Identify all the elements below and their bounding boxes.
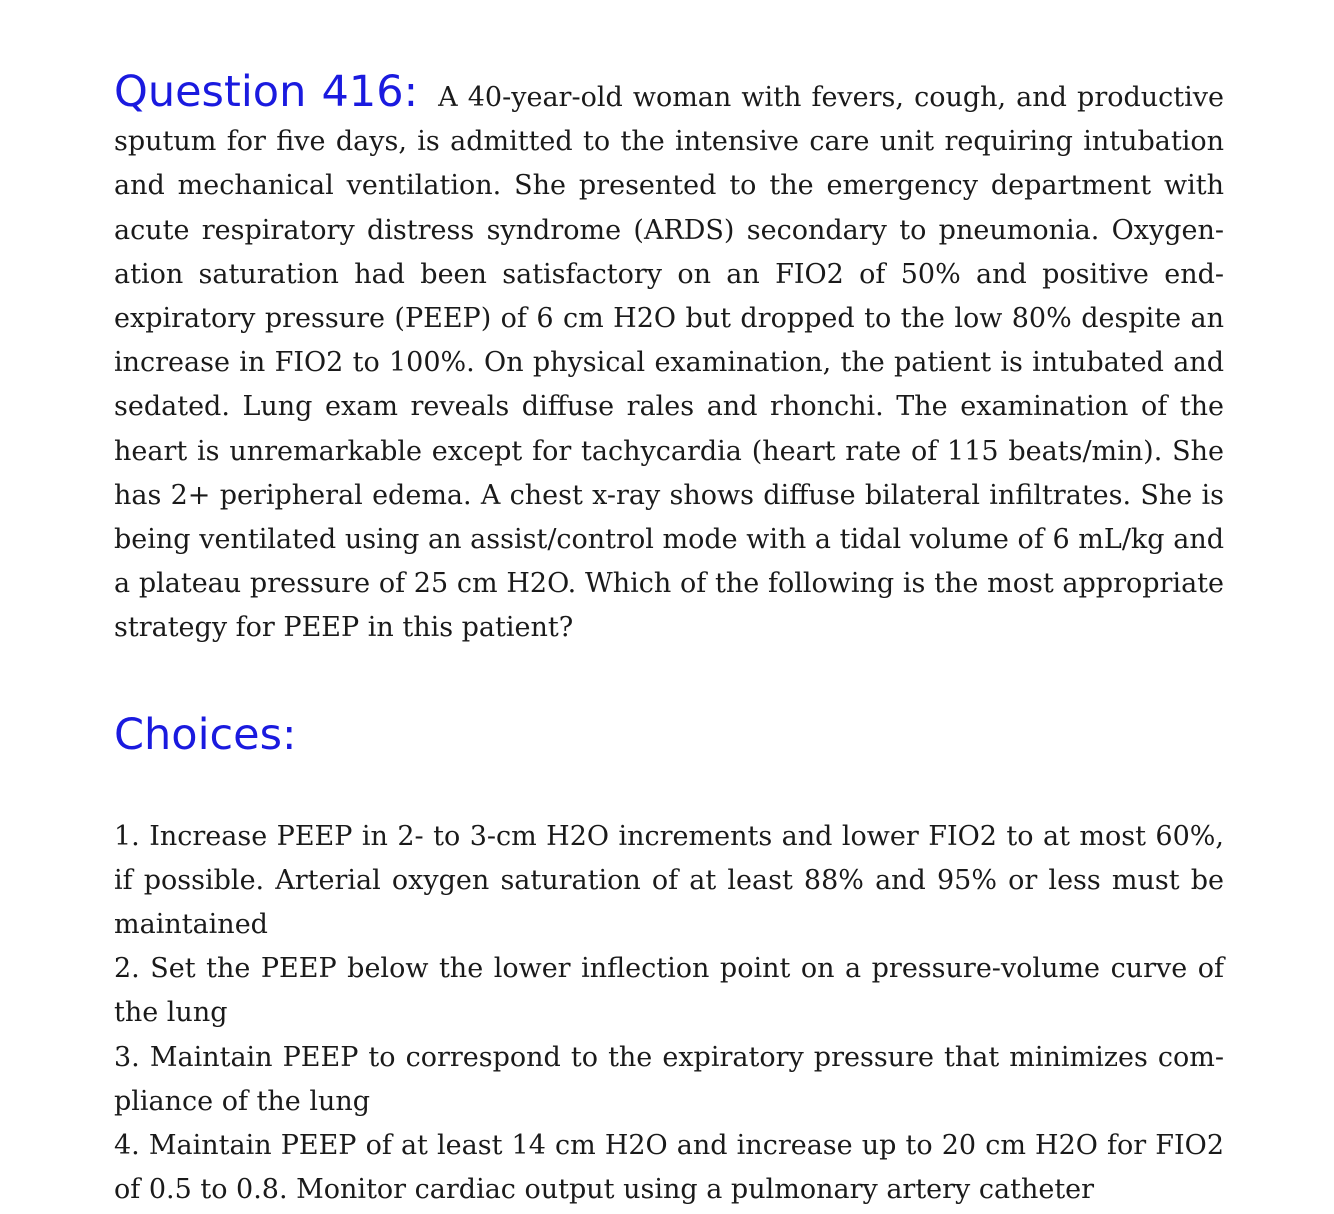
question-paragraph [114, 67, 1224, 651]
question-label: Question 416: [114, 67, 419, 117]
choice-1: 1. Increase PEEP in 2- to 3-cm H2O increments and lower FIO2 to at most 60%, if possible. Arterial oxygen saturation of at least 88% and 95% or less must be maintained [114, 820, 1224, 941]
choices-list [114, 815, 1224, 1213]
choices-heading: Choices: [114, 709, 297, 760]
question-text: A 40-year-old woman with fevers, cough, and productive sputum for five days, is admitted to the intensive care unit requiring intubation and mechanical ventilation. She presented to the emergency department with acute respiratory distress syndrome (ARDS) secondary to pneumonia. Oxygenation saturation had been satisfactory on an FIO2 of 50% and positive end-expiratory pressure (PEEP) of 6 cm H2O but dropped to the low 80% despite an increase in FIO2 to 100%. On physical examination, the patient is intubated and sedated. Lung exam reveals diffuse rales and rhonchi. The examination of the heart is unremarkable except for tachycardia (heart rate of 115 beats/min). She has 2+ peripheral edema. A chest x-ray shows diffuse bilateral infiltrates. She is being ventilated using an assist/control mode with a tidal volume of 6 mL/kg and a plateau pressure of 25 cm H2O. Which of the following is the most appropriate strategy for PEEP in this patient? [114, 82, 1224, 644]
document-page [114, 67, 1224, 1212]
choice-3: 3. Maintain PEEP to correspond to the expiratory pressure that minimizes compliance of the lung [114, 1041, 1224, 1117]
choice-4: 4. Maintain PEEP of at least 14 cm H2O and increase up to 20 cm H2O for FIO2 of 0.5 to 0.8. Monitor cardiac output using a pulmonary artery catheter [114, 1130, 1224, 1206]
choice-2: 2. Set the PEEP below the lower inflection point on a pressure-volume curve of the lung [114, 953, 1224, 1029]
